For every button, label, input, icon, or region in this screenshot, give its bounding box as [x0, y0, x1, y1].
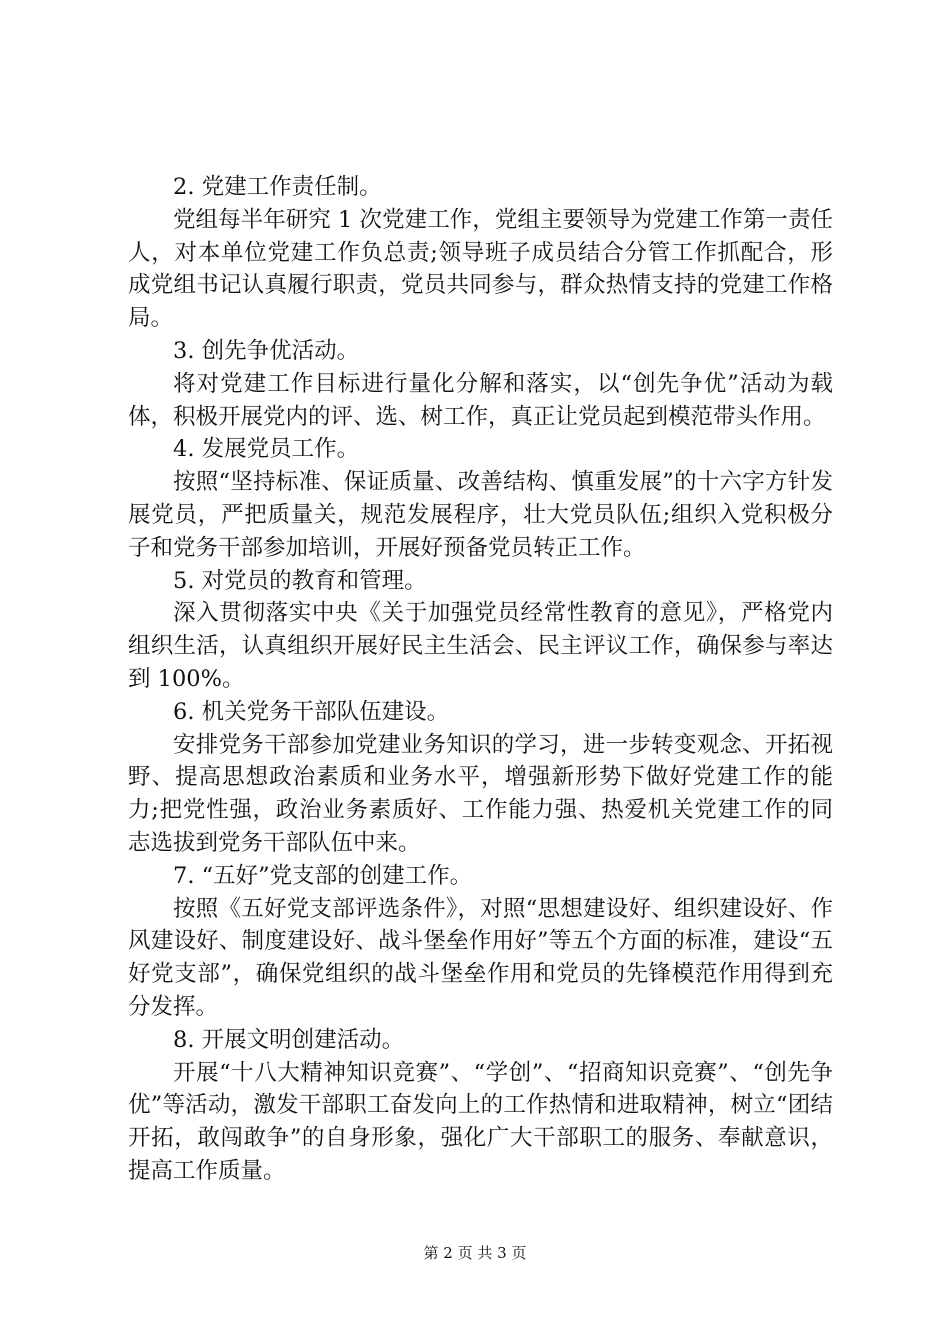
section-heading-6: 6. 机关党务干部队伍建设。: [173, 698, 450, 725]
section-body-7: 按照《五好党支部评选条件》，对照“思想建设好、组织建设好、作风建设好、制度建设好、战斗堡垒作用好”等五个方面的标准，建设“五好党支部”，确保党组织的战斗堡垒作用和党员的先锋模范作用得到充分发挥。: [128, 895, 833, 1020]
section-body-3: 将对党建工作目标进行量化分解和落实，以“创先争优”活动为载体，积极开展党内的评、选、树工作，真正让党员起到模范带头作用。: [128, 370, 833, 430]
section-heading-3: 3. 创先争优活动。: [173, 337, 360, 364]
section-body-2: 党组每半年研究 1 次党建工作，党组主要领导为党建工作第一责任人，对本单位党建工作负总责;领导班子成员结合分管工作抓配合，形成党组书记认真履行职责，党员共同参与，群众热情支持的党建工作格局。: [128, 206, 833, 332]
document-body: [128, 171, 833, 1188]
section-body-8: 开展“十八大精神知识竞赛”、“学创”、“招商知识竞赛”、“创先争优”等活动，激发干部职工奋发向上的工作热情和进取精神，树立“团结开拓，敢闯敢争”的自身形象，强化广大干部职工的服务、奉献意识，提高工作质量。: [128, 1059, 833, 1184]
section-body-6: 安排党务干部参加党建业务知识的学习，进一步转变观念、开拓视野、提高思想政治素质和业务水平，增强新形势下做好党建工作的能力;把党性强，政治业务素质好、工作能力强、热爱机关党建工作的同志选拔到党务干部队伍中来。: [128, 731, 833, 856]
section-heading-7: 7. “五好”党支部的创建工作。: [173, 862, 473, 889]
section-body-5: 深入贯彻落实中央《关于加强党员经常性教育的意见》，严格党内组织生活，认真组织开展好民主生活会、民主评议工作，确保参与率达到 100%。: [128, 600, 833, 692]
section-heading-2: 2. 党建工作责任制。: [173, 174, 382, 200]
section-heading-5: 5. 对党员的教育和管理。: [173, 567, 427, 594]
section-heading-4: 4. 发展党员工作。: [173, 436, 360, 463]
section-body-4: 按照“坚持标准、保证质量、改善结构、慎重发展”的十六字方针发展党员，严把质量关，规范发展程序，壮大党员队伍;组织入党积极分子和党务干部参加培训，开展好预备党员转正工作。: [128, 469, 833, 561]
page-number-footer: 第 2 页 共 3 页: [423, 1244, 527, 1262]
section-heading-8: 8. 开展文明创建活动。: [173, 1026, 405, 1053]
